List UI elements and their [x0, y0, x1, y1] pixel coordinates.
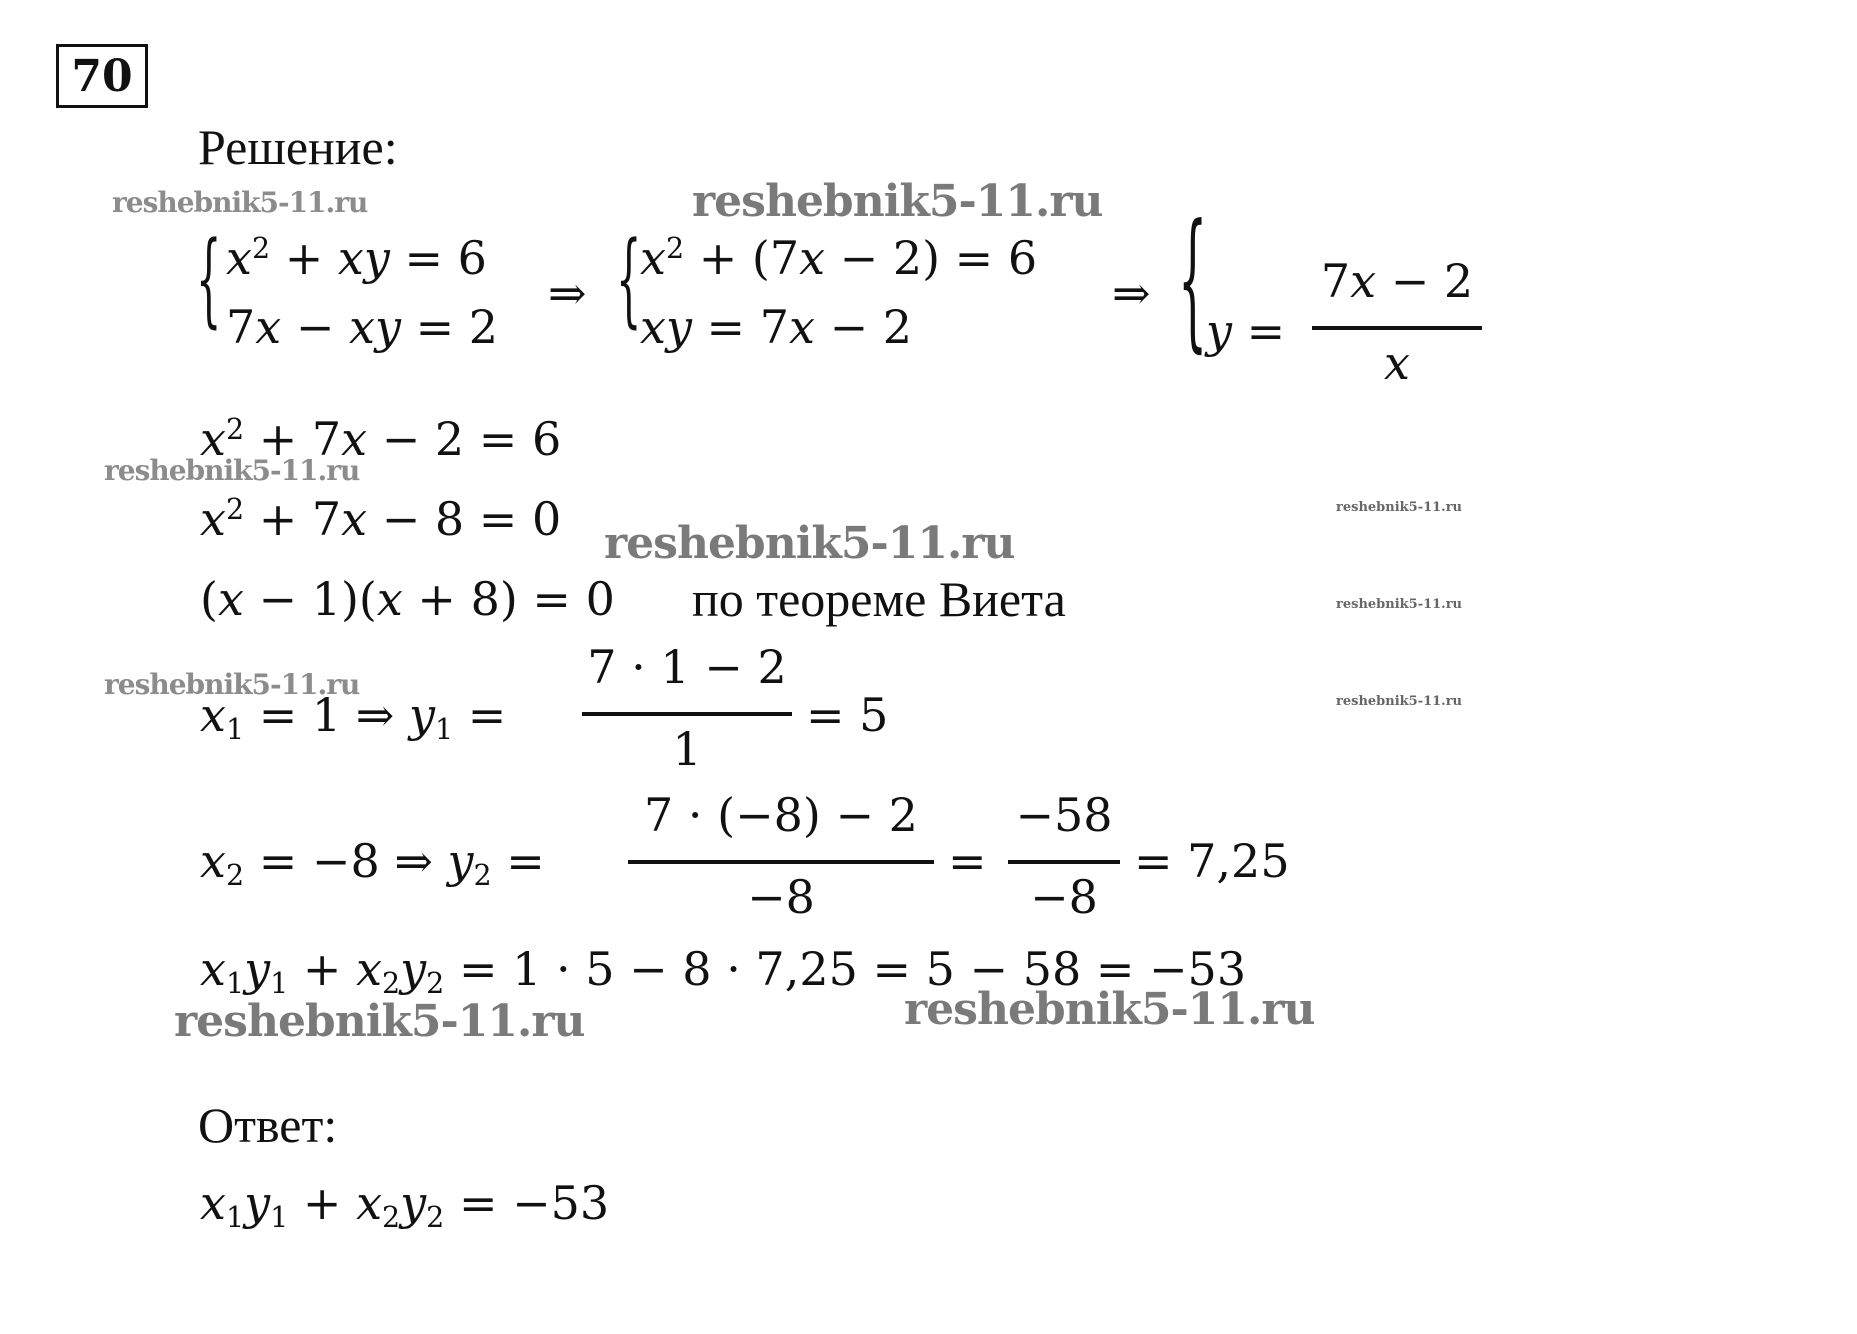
watermark: reshebnik5-11.ru [904, 984, 1315, 1035]
implies-arrow: ⇒ [548, 266, 587, 320]
equation: $x_1y_1 + x_2y_2 = 1 \cdot 5 - 8 \cdot 7,25 = 5 - 58 = -53$ [200, 942, 1247, 1000]
equation: $x^2 + 7x - 8 = 0$ [200, 492, 562, 546]
watermark: reshebnik5-11.ru [1336, 500, 1463, 515]
fraction: 7x − 2 x [1312, 258, 1482, 388]
vieta-note: по теореме Виета [692, 571, 1066, 627]
answer-label: Ответ: [198, 1097, 338, 1153]
equation: $x_2 = -8$ ⇒ $y_2$ = [200, 834, 545, 892]
brace-symbol: { [196, 222, 222, 340]
equation: $x^2 + (7x - 2) = 6$ [640, 231, 1038, 285]
brace-symbol: { [616, 222, 642, 340]
watermark: reshebnik5-11.ru [174, 996, 585, 1047]
equation: xy = 7x − 2 [640, 300, 913, 354]
equation: = 7,25 [1134, 834, 1290, 888]
equation: = 5 [806, 688, 889, 742]
answer-equation: $x_1y_1 + x_2y_2 = -53$ [200, 1176, 610, 1234]
equation: 7x − xy = 2 [226, 300, 499, 354]
watermark: reshebnik5-11.ru [104, 668, 360, 701]
equation: $x^2 + 7x - 2 = 6$ [200, 412, 562, 466]
fraction: −58 −8 [1008, 792, 1120, 922]
equation: y = [1206, 304, 1286, 358]
equation: $x_1 = 1$ ⇒ $y_1$ = [200, 688, 507, 746]
problem-number: 70 [56, 44, 148, 108]
equation: = [948, 834, 987, 888]
watermark: reshebnik5-11.ru [604, 518, 1015, 569]
equation: (x − 1)(x + 8) = 0 [200, 572, 615, 626]
equation: $x^2$ + xy = 6 [226, 231, 487, 285]
fraction: 7 · (−8) − 2 −8 [628, 792, 934, 922]
solution-label: Решение: [198, 119, 398, 175]
implies-arrow: ⇒ [1112, 266, 1151, 320]
watermark: reshebnik5-11.ru [1336, 597, 1463, 612]
watermark: reshebnik5-11.ru [104, 454, 360, 487]
fraction: 7 · 1 − 2 1 [582, 644, 792, 774]
watermark: reshebnik5-11.ru [1336, 694, 1463, 709]
watermark: reshebnik5-11.ru [692, 176, 1103, 227]
watermark: reshebnik5-11.ru [112, 186, 368, 219]
brace-symbol: { [1178, 191, 1208, 367]
